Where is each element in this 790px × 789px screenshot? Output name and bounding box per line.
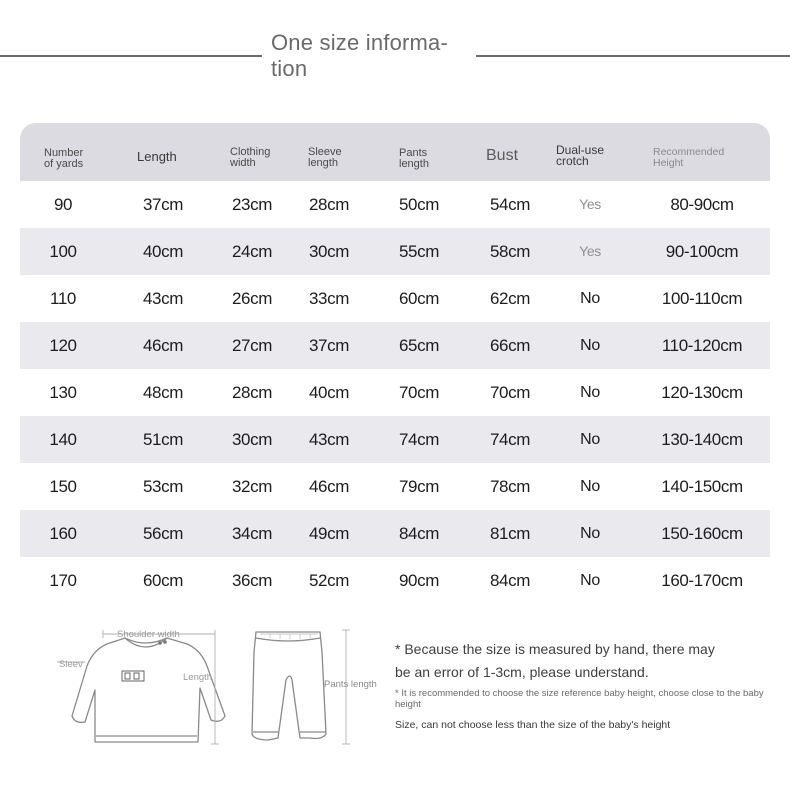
table-cell: 81cm — [490, 524, 530, 543]
table-cell: 78cm — [490, 477, 530, 496]
header-recommended-height: Recommended Height — [653, 146, 725, 169]
table-cell: 110-120cm — [661, 336, 743, 355]
header-bust: Bust — [486, 147, 519, 164]
table-cell: 37cm — [309, 336, 349, 355]
note-size-rule: Size, can not choose less than the size of the baby's height — [395, 719, 671, 731]
table-cell: 30cm — [309, 242, 349, 261]
table-cell: 54cm — [490, 195, 530, 214]
table-cell: 79cm — [399, 477, 439, 496]
table-cell: 43cm — [143, 289, 183, 308]
table-cell: 40cm — [309, 383, 349, 402]
table-row — [20, 416, 770, 463]
table-cell: 28cm — [309, 195, 349, 214]
table-cell: 160-170cm — [661, 571, 743, 590]
table-cell: 58cm — [490, 242, 530, 261]
label-shoulder-width: Shoulder width — [117, 629, 180, 640]
top-measurement-diagram — [55, 620, 245, 750]
table-cell: 110 — [50, 289, 76, 308]
table-cell: 74cm — [490, 430, 530, 449]
table-cell: 46cm — [143, 336, 183, 355]
label-sleeve: Sleev — [59, 659, 83, 670]
table-cell: 160 — [49, 524, 77, 543]
table-cell: 28cm — [232, 383, 272, 402]
table-cell: 74cm — [399, 430, 439, 449]
table-cell: 36cm — [232, 571, 272, 590]
table-cell: 55cm — [399, 242, 439, 261]
table-cell: 32cm — [232, 477, 272, 496]
table-cell: No — [580, 384, 600, 401]
table-cell: Yes — [579, 196, 601, 212]
table-row — [20, 322, 770, 369]
table-cell: 150 — [49, 477, 77, 496]
table-cell: Yes — [579, 243, 601, 259]
table-cell: 52cm — [309, 571, 349, 590]
table-cell: 120 — [49, 336, 77, 355]
header-length: Length — [137, 149, 177, 164]
table-cell: 23cm — [232, 195, 272, 214]
table-cell: 46cm — [309, 477, 349, 496]
table-row — [20, 463, 770, 510]
table-cell: 26cm — [232, 289, 272, 308]
table-cell: No — [580, 337, 600, 354]
pants-outline-icon — [252, 632, 326, 740]
page-title: One size informa- tion — [271, 30, 449, 81]
table-header — [20, 123, 770, 181]
table-cell: 50cm — [399, 195, 439, 214]
table-cell: 66cm — [490, 336, 530, 355]
shirt-outline-icon — [72, 638, 225, 742]
header-number-of-yards: Number of yards — [44, 147, 84, 170]
table-cell: No — [580, 478, 600, 495]
waistband-lines — [260, 634, 318, 639]
pants-measurement-diagram — [240, 622, 400, 752]
button-icon — [163, 640, 167, 644]
table-cell: 90-100cm — [665, 242, 739, 261]
table-cell: 37cm — [143, 195, 183, 214]
table-cell: No — [580, 431, 600, 448]
table-cell: 100-110cm — [661, 289, 743, 308]
button-icon — [158, 641, 162, 645]
table-cell: 120-130cm — [661, 383, 743, 402]
shirt-print-icon — [122, 671, 144, 681]
table-cell: 80-90cm — [670, 195, 734, 214]
table-cell: 30cm — [232, 430, 272, 449]
table-cell: 150-160cm — [661, 524, 743, 543]
table-cell: 65cm — [399, 336, 439, 355]
table-cell: 140 — [49, 430, 77, 449]
note-measurement-error: * Because the size is measured by hand, there may be an error of 1-3cm, please understand. — [395, 641, 715, 680]
table-row — [20, 181, 770, 228]
table-row — [20, 275, 770, 322]
table-cell: No — [580, 290, 600, 307]
table-row — [20, 228, 770, 275]
size-notes — [395, 638, 775, 732]
size-table — [20, 123, 770, 604]
table-cell: 43cm — [309, 430, 349, 449]
table-cell: 62cm — [490, 289, 530, 308]
title-divider-left — [0, 55, 262, 57]
table-cell: 84cm — [399, 524, 439, 543]
header-dual-use-crotch: Dual-use crotch — [556, 143, 605, 168]
table-row — [20, 369, 770, 416]
header-sleeve-length: Sleeve length — [308, 146, 342, 169]
table-cell: 90cm — [399, 571, 439, 590]
table-cell: 40cm — [143, 242, 183, 261]
table-cell: 100 — [49, 242, 77, 261]
table-cell: 84cm — [490, 571, 530, 590]
label-length: Length — [183, 672, 213, 683]
table-cell: 90 — [53, 195, 73, 214]
table-cell: 51cm — [143, 430, 183, 449]
label-pants-length: Pants length — [324, 679, 377, 690]
header-clothing-width: Clothing width — [230, 146, 271, 169]
table-cell: 27cm — [232, 336, 272, 355]
table-cell: No — [580, 525, 600, 542]
table-row — [20, 510, 770, 557]
table-cell: 53cm — [143, 477, 183, 496]
table-cell: 70cm — [490, 383, 530, 402]
table-cell: 140-150cm — [661, 477, 743, 496]
table-cell: 48cm — [143, 383, 183, 402]
table-cell: 34cm — [232, 524, 272, 543]
table-cell: 60cm — [143, 571, 183, 590]
note-recommendation: * It is recommended to choose the size reference baby height, choose close to the baby height — [395, 688, 764, 710]
table-row — [20, 557, 770, 604]
table-body — [20, 181, 770, 604]
table-cell: 60cm — [399, 289, 439, 308]
table-cell: 56cm — [143, 524, 183, 543]
header-pants-length: Pants length — [399, 147, 429, 170]
table-cell: 24cm — [232, 242, 272, 261]
table-cell: 70cm — [399, 383, 439, 402]
table-cell: 130-140cm — [661, 430, 743, 449]
table-cell: 49cm — [309, 524, 349, 543]
table-cell: No — [580, 572, 600, 589]
table-cell: 33cm — [309, 289, 349, 308]
title-divider-right — [476, 55, 790, 57]
table-cell: 130 — [49, 383, 77, 402]
table-cell: 170 — [49, 571, 77, 590]
